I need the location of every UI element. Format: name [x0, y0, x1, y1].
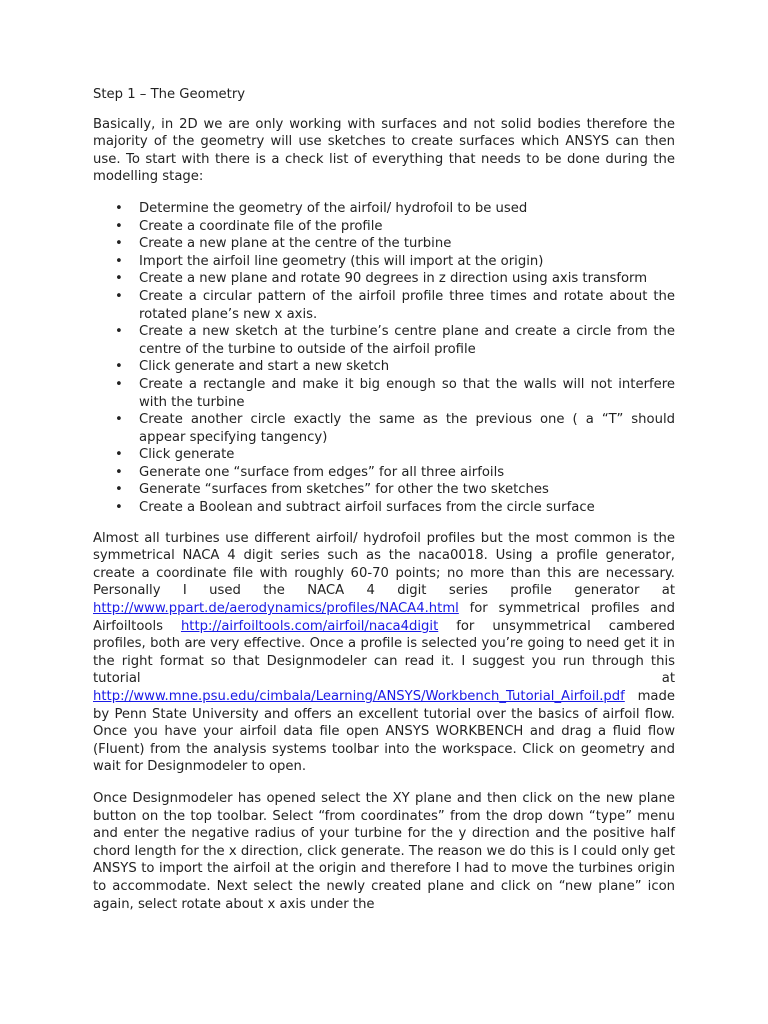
- checklist-item: • Import the airfoil line geometry (this will import at the origin): [93, 253, 675, 271]
- profile-text-2: for symmetrical profiles and Airfoiltools: [93, 601, 675, 634]
- profile-text-3: for unsymmetrical cambered profiles, both are very effective. Once a profile is selected you’re going to need get it in the right format so that Designmodeler can read it. I suggest you run through this tutorial at: [93, 618, 675, 687]
- checklist-item: • Generate “surfaces from sketches” for other the two sketches: [93, 481, 675, 499]
- checklist-item: • Create a new plane at the centre of the turbine: [93, 235, 675, 253]
- checklist-item: • Click generate and start a new sketch: [93, 358, 675, 376]
- profile-text-4: made by Penn State University and offers an excellent tutorial over the basics of airfoil flow. Once you have your airfoil data file open ANSYS WORKBENCH and drag a fluid flow (Fluent) from the analysis systems toolbar into the workspace. Click on geometry and wait for Designmodeler to open.: [93, 689, 675, 775]
- profile-text-1: Almost all turbines use different airfoil/ hydrofoil profiles but the most common is the symmetrical NACA 4 digit series such as the naca0018. Using a profile generator, create a coordinate file with roughly 60-70 points; no more than this are necessary. Personally I used the NACA 4 digit series profile generator at: [93, 530, 675, 599]
- intro-paragraph: Basically, in 2D we are only working with surfaces and not solid bodies therefore the majority of the geometry will use sketches to create surfaces which ANSYS can then use. To start with there is a check list of everything that needs to be done during the modelling stage:: [93, 116, 675, 185]
- section-heading: Step 1 – The Geometry: [93, 87, 246, 102]
- modelling-checklist: [93, 200, 675, 517]
- checklist-item: • Create a rectangle and make it big enough so that the walls will not interfere with the turbine: [93, 376, 675, 411]
- checklist-item: • Create a new sketch at the turbine’s centre plane and create a circle from the centre of the turbine to outside of the airfoil profile: [93, 323, 675, 358]
- document-page: [93, 86, 675, 927]
- designmodeler-paragraph: Once Designmodeler has opened select the XY plane and then click on the new plane button on the top toolbar. Select “from coordinates” from the drop down “type” menu and enter the negative radius of your turbine for the y direction and the positive half chord length for the x direction, click generate. The reason we do this is I could only get ANSYS to import the airfoil at the origin and therefore I had to move the turbines origin to accommodate. Next select the newly created plane and click on “new plane” icon again, select rotate about x axis under the: [93, 790, 675, 912]
- psu-tutorial-link[interactable]: http://www.mne.psu.edu/cimbala/Learning/ANSYS/Workbench_Tutorial_Airfoil.pdf: [93, 689, 625, 704]
- profile-paragraph: [93, 530, 675, 776]
- checklist-item: • Determine the geometry of the airfoil/ hydrofoil to be used: [93, 200, 675, 218]
- checklist-item: • Create a circular pattern of the airfoil profile three times and rotate about the rotated plane’s new x axis.: [93, 288, 675, 323]
- checklist-item: • Create a new plane and rotate 90 degrees in z direction using axis transform: [93, 270, 675, 288]
- checklist-item: • Create another circle exactly the same as the previous one ( a “T” should appear specifying tangency): [93, 411, 675, 446]
- naca4-generator-link[interactable]: http://www.ppart.de/aerodynamics/profiles/NACA4.html: [93, 601, 459, 617]
- checklist-item: • Create a Boolean and subtract airfoil surfaces from the circle surface: [93, 499, 675, 517]
- checklist-item: • Click generate: [93, 446, 675, 464]
- checklist-item: • Generate one “surface from edges” for all three airfoils: [93, 464, 675, 482]
- checklist-item: • Create a coordinate file of the profile: [93, 218, 675, 236]
- airfoiltools-link[interactable]: http://airfoiltools.com/airfoil/naca4digit: [180, 618, 439, 634]
